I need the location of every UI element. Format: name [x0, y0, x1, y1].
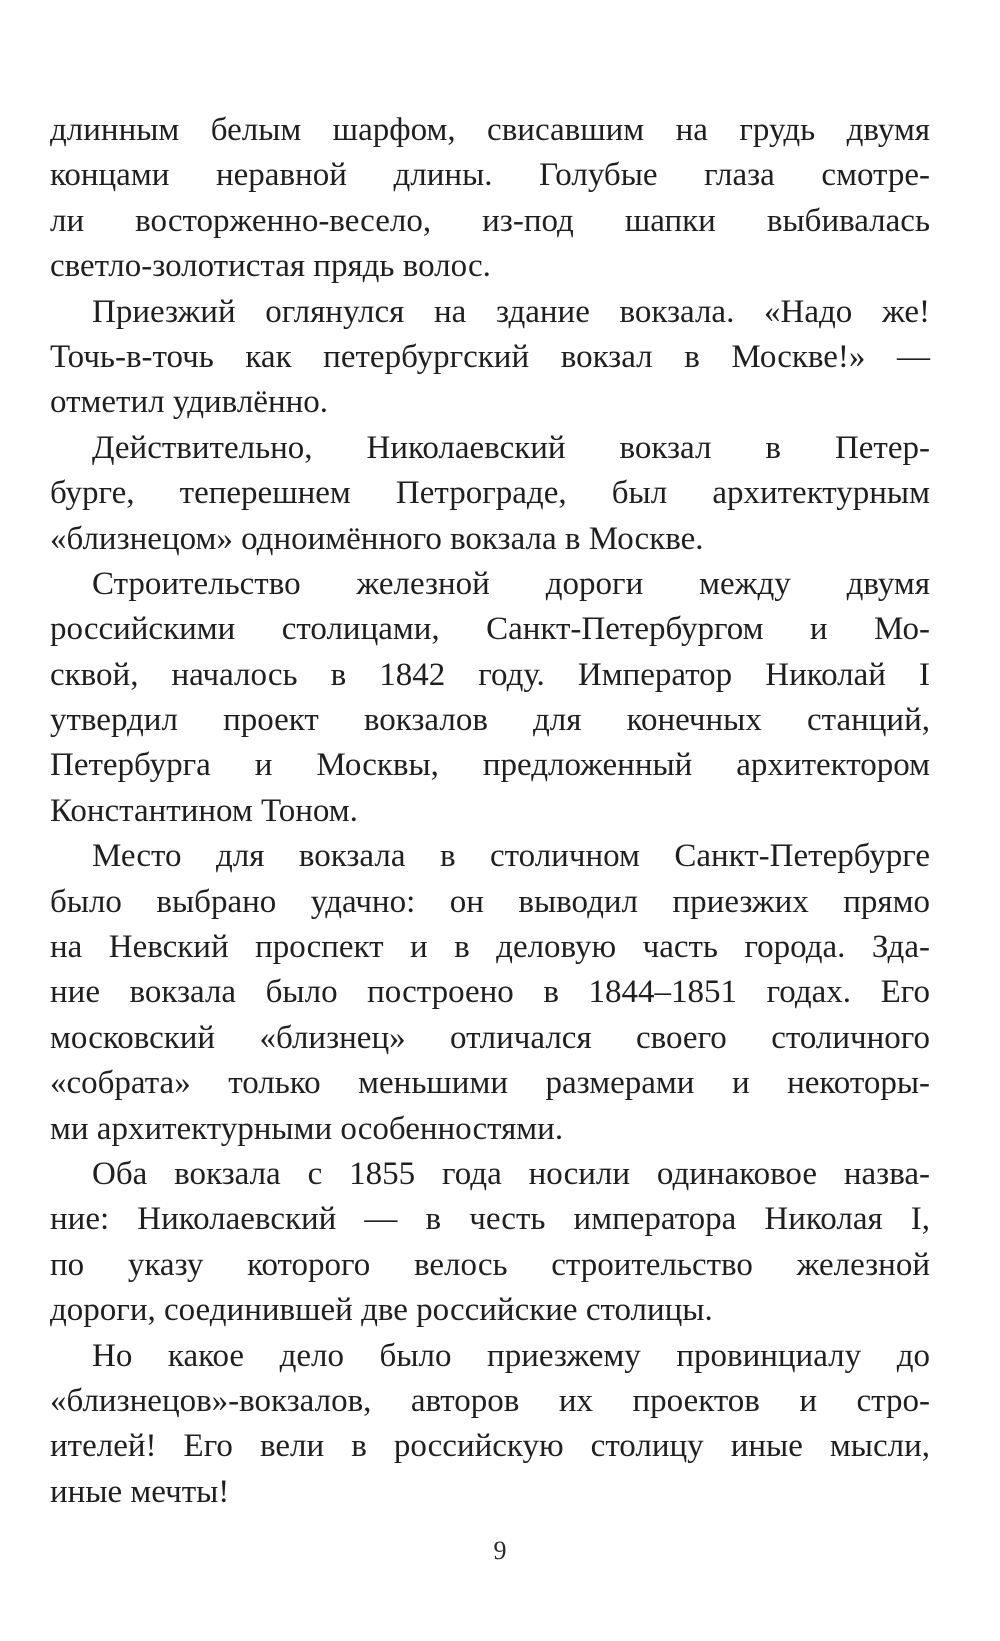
text-line: ми архитектурными особенностями. — [50, 1110, 564, 1147]
text-line: по указу которого велось строительство железной — [50, 1246, 930, 1283]
paragraph — [50, 1334, 930, 1516]
text-line: сквой, началось в 1842 году. Император Николай I — [50, 656, 930, 693]
paragraph — [50, 1152, 930, 1334]
text-line: Константином Тоном. — [50, 792, 358, 829]
text-line: «близнецом» одноимённого вокзала в Москве. — [50, 520, 704, 557]
text-line: Оба вокзала с 1855 года носили одинаковое назва- — [92, 1155, 930, 1192]
paragraph — [50, 562, 930, 834]
text-line: «собрата» только меньшими размерами и некоторы- — [50, 1065, 930, 1102]
text-line: Но какое дело было приезжему провинциалу до — [92, 1337, 930, 1374]
paragraph — [50, 290, 930, 426]
text-line: на Невский проспект и в деловую часть города. Зда- — [50, 929, 930, 966]
text-line: ние вокзала было построено в 1844–1851 годах. Его — [50, 974, 930, 1011]
text-line: бурге, теперешнем Петрограде, был архитектурным — [50, 475, 930, 512]
text-line: Точь-в-точь как петербургский вокзал в Москве!» — — [50, 338, 930, 375]
text-line: иные мечты! — [50, 1473, 230, 1510]
text-line: российскими столицами, Санкт-Петербургом и Мо- — [50, 611, 930, 648]
page-number: 9 — [493, 1536, 507, 1565]
text-line: ли восторженно-весело, из-под шапки выбивалась — [50, 202, 930, 239]
text-line: ние: Николаевский — в честь императора Николая I, — [50, 1201, 930, 1238]
text-line: Действительно, Николаевский вокзал в Петер- — [92, 429, 930, 466]
text-line: концами неравной длины. Голубые глаза смотре- — [50, 157, 930, 194]
text-line: Петербурга и Москвы, предложенный архитектором — [50, 747, 930, 784]
text-line: Строительство железной дороги между двумя — [92, 565, 930, 602]
text-line: утвердил проект вокзалов для конечных станций, — [50, 702, 930, 739]
paragraph — [50, 426, 930, 562]
paragraph — [50, 834, 930, 1152]
text-line: отметил удивлённо. — [50, 384, 329, 421]
text-line: длинным белым шарфом, свисавшим на грудь двумя — [50, 112, 930, 148]
text-line: московский «близнец» отличался своего столичного — [50, 1019, 930, 1056]
text-line: светло-золотистая прядь волос. — [50, 248, 491, 285]
text-line: Приезжий оглянулся на здание вокзала. «Надо же! — [92, 293, 930, 330]
text-line: «близнецов»-вокзалов, авторов их проектов и стро- — [50, 1382, 930, 1419]
page-body — [50, 108, 930, 1515]
text-line: дороги, соединившей две российские столицы. — [50, 1292, 713, 1329]
paragraph — [50, 108, 930, 290]
text-line: было выбрано удачно: он выводил приезжих прямо — [50, 883, 930, 920]
text-line: Место для вокзала в столичном Санкт-Петербурге — [92, 838, 930, 875]
text-line: ителей! Его вели в российскую столицу иные мысли, — [50, 1428, 930, 1465]
